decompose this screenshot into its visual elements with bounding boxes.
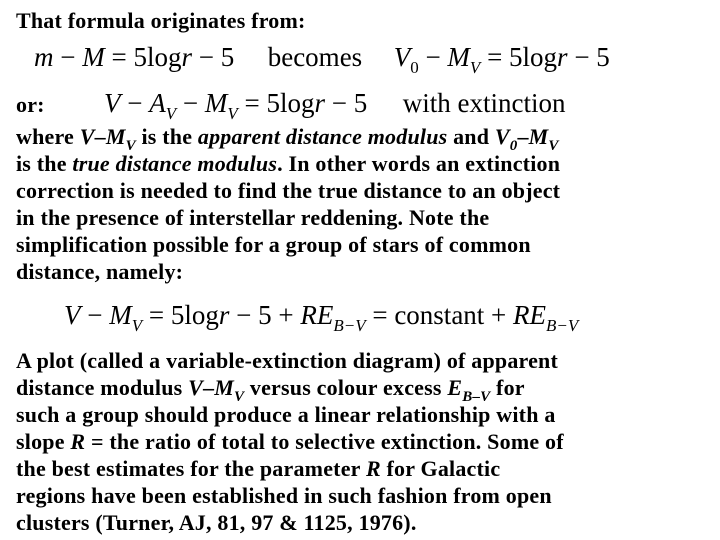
- para2-E-sub: B–V: [462, 389, 491, 405]
- eq1-rhs: = 5log: [111, 42, 182, 72]
- eq1-rhs2: = 5log: [487, 42, 558, 72]
- para2-E: E: [447, 375, 463, 400]
- eq2-A: A: [149, 88, 166, 118]
- eq1-m: m: [34, 42, 54, 72]
- eq3-M: M: [109, 300, 132, 330]
- eq1-r2: r: [557, 42, 568, 72]
- eq3-RE2: RE: [513, 300, 547, 330]
- eq2-A-sub: V: [165, 104, 177, 123]
- para1-line6: distance, namely:: [16, 259, 184, 284]
- eq2-with-extinction: with extinction: [402, 88, 566, 118]
- para2-l4-text2: = the ratio of total to selective extinction. Some of: [85, 429, 564, 454]
- para2-line6: regions have been established in such fashion from open: [16, 483, 552, 508]
- equation-common-distance: [64, 300, 578, 334]
- para2-dash: –: [202, 375, 215, 400]
- para2-line5: [16, 456, 500, 483]
- eq1-minus: −: [60, 42, 76, 72]
- para1-V0-sub: 0: [509, 138, 518, 154]
- para1-line2: [16, 151, 560, 178]
- para2-l4-text: slope: [16, 429, 71, 454]
- para1-text: where: [16, 124, 80, 149]
- eq1-MV-sub: V: [469, 58, 481, 77]
- eq2-rhs: = 5log: [244, 88, 315, 118]
- eq2-minus1: −: [127, 88, 143, 118]
- para1-text2: is the: [135, 124, 198, 149]
- eq2-minus2: −: [182, 88, 199, 118]
- equation-distance-modulus: [34, 42, 610, 76]
- para2-V: V: [188, 375, 203, 400]
- para2-line2: [16, 375, 525, 405]
- para2-R: R: [70, 429, 86, 454]
- para1-line4: in the presence of interstellar reddening. Note the: [16, 205, 490, 230]
- para1-dash: –: [94, 124, 106, 149]
- para1-l2-text2: . In other words an extinction: [277, 151, 561, 176]
- para2-line7: clusters (Turner, AJ, 81, 97 & 1125, 1976).: [16, 510, 417, 535]
- eq3-RE-sub: B−V: [333, 316, 366, 335]
- para1-line1: [16, 124, 559, 154]
- eq3-r: r: [218, 300, 230, 330]
- para1-apparent-term: apparent distance modulus: [197, 124, 448, 149]
- para2-line4: [16, 429, 564, 456]
- para2-l5-text: the best estimates for the parameter: [16, 456, 366, 481]
- para2-text: distance modulus: [16, 375, 189, 400]
- para1-M2: M: [528, 124, 549, 149]
- eq3-constant: = constant +: [372, 300, 507, 330]
- eq2-V: V: [104, 88, 121, 118]
- para1-V: V: [79, 124, 95, 149]
- eq3-RE2-sub: B−V: [546, 316, 579, 335]
- eq3-rhs: = 5log: [148, 300, 219, 330]
- eq3-M-sub: V: [131, 316, 143, 335]
- eq1-V0: V: [393, 42, 411, 72]
- eq1-r: r: [181, 42, 192, 72]
- slide-heading: That formula originates from:: [16, 8, 306, 33]
- para1-dash2: –: [517, 124, 529, 149]
- para2-R2: R: [365, 456, 381, 481]
- eq2-tail: − 5: [331, 88, 368, 118]
- eq2-M-sub: V: [227, 104, 238, 123]
- para1-text3: and: [447, 124, 495, 149]
- para1-M: M: [105, 124, 126, 149]
- eq1-tail: − 5: [198, 42, 235, 72]
- para1-M2-sub: V: [548, 138, 559, 154]
- eq3-V: V: [64, 300, 81, 330]
- eq1-M: M: [82, 42, 105, 72]
- para1-M-sub: V: [125, 138, 136, 154]
- para2-M-sub: V: [233, 389, 245, 405]
- eq3-RE: RE: [300, 300, 334, 330]
- eq1-MV: M: [447, 42, 470, 72]
- para2-line1: A plot (called a variable-extinction diagram) of apparent: [16, 348, 559, 373]
- para1-line3: correction is needed to find the true distance to an object: [16, 178, 561, 203]
- eq1-becomes: becomes: [267, 42, 363, 72]
- para1-true-term: true distance modulus: [72, 151, 278, 176]
- para2-text2: versus colour excess: [244, 375, 448, 400]
- para2-M: M: [214, 375, 234, 400]
- or-label: or:: [16, 92, 45, 117]
- eq3-minus: −: [87, 300, 103, 330]
- equation-with-extinction: [104, 88, 565, 122]
- para2-l5-text2: for Galactic: [380, 456, 501, 481]
- eq1-V0-sub: 0: [410, 58, 419, 77]
- eq1-tail2: − 5: [574, 42, 610, 72]
- eq2-M: M: [204, 88, 228, 118]
- eq2-r: r: [314, 88, 325, 118]
- eq3-tail: − 5 +: [236, 300, 294, 330]
- para1-V0: V: [494, 124, 510, 149]
- para1-l2-text: is the: [16, 151, 73, 176]
- para1-line5: simplification possible for a group of stars of common: [16, 232, 531, 257]
- para2-line3: such a group should produce a linear relationship with a: [16, 402, 556, 427]
- eq1-minus2: −: [425, 42, 441, 72]
- para2-text3: for: [490, 375, 525, 400]
